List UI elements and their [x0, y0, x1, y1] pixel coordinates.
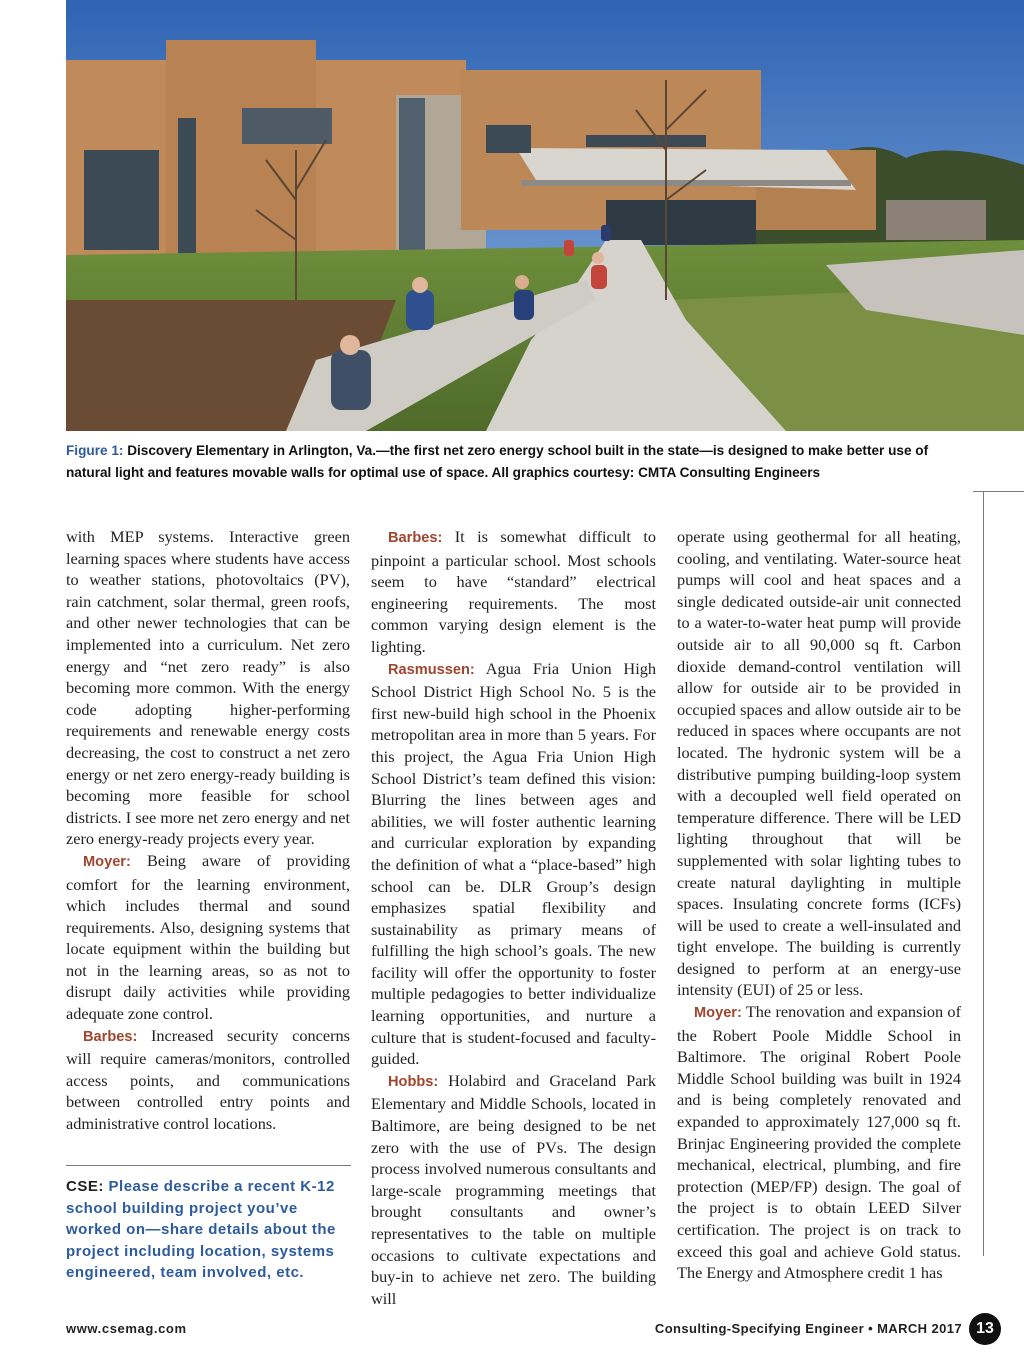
paragraph-text: It is somewhat difficult to pinpoint a particular school. Most schools seem to have “standard” electrical engineering requirements. The most common varying design element is the lighting. [371, 527, 656, 656]
question-text: Please describe a recent K-12 school building project you’ve worked on—share details about the project including location, systems engineered, team involved, etc. [66, 1178, 336, 1282]
page-number: 13 [969, 1313, 1001, 1345]
speaker-name: Moyer: [83, 853, 131, 870]
paragraph-text: Agua Fria Union High School District High School No. 5 is the first new-build high school in the Phoenix metropolitan area in more than 5 years. For this project, the Agua Fria Union High School District’s team defined this vision: Blurring the lines between ages and abilities, we will foster authentic learning and curricular exploration by expanding the definition of what a “place-based” high school can be. DLR Group’s design emphasizes spatial flexibility and sustainability as primary means of fulfilling the high school’s goals. The new facility will offer the opportunity to foster multiple pedagogies to better individualize learning opportunities, and nurture a culture that is student-focused and faculty-guided. [371, 658, 656, 1069]
speaker-name: Hobbs: [388, 1073, 439, 1090]
paragraph [371, 526, 656, 658]
school-photo [66, 0, 1024, 431]
interview-question [66, 1176, 356, 1284]
question-rule [66, 1165, 351, 1166]
question-prefix: CSE: [66, 1178, 104, 1195]
figure-caption-text: Discovery Elementary in Arlington, Va.—the first net zero energy school built in the state—is designed to make better use of natural light and features movable walls for optimal use of space. All graphics courtesy: CMTA Consulting Engineers [66, 443, 929, 480]
divider-rule [973, 491, 1024, 492]
paragraph-text: Holabird and Graceland Park Elementary and Middle Schools, located in Baltimore, are being designed to be net zero with the use of PVs. The design process involved numerous consultants and large-scale programming meetings that brought consultants and owner’s representatives to the table on multiple occasions to cultivate expectations and buy-in to achieve net zero. The building will [371, 1070, 656, 1308]
column-3 [677, 526, 961, 1284]
figure-caption [66, 440, 966, 484]
paragraph [677, 1001, 961, 1284]
speaker-name: Barbes: [388, 530, 443, 546]
school-building-image [66, 0, 1024, 431]
paragraph [371, 658, 656, 1070]
footer-publication: Consulting-Specifying Engineer • MARCH 2017 [654, 1321, 962, 1336]
paragraph [66, 850, 350, 1025]
paragraph: operate using geothermal for all heating, cooling, and ventilating. Water-source heat pumps will cool and heat spaces and a single dedicated outside-air unit connected to a water-to-water heat pump will provide outside air to all 90,000 sq ft. Carbon dioxide demand-control ventilation will allow for outside air to be provided in occupied spaces and allow outside air to be reduced in spaces where occupants are not located. The hydronic system will be a distributive pumping building-loop system with a decoupled well field operated on temperature difference. There will be LED lighting throughout that will be supplemented with solar lighting tubes to create natural daylighting in multiple spaces. Insulating concrete forms (ICFs) will be used to create a well-insulated and tight envelope. The building is currently designed to perform at an energy-use intensity (EUI) of 25 or less. [677, 527, 961, 1000]
column-1 [66, 526, 350, 1135]
paragraph-text: The renovation and expansion of the Robert Poole Middle School in Baltimore. The original Robert Poole Middle School building was built in 1924 and is being completely renovated and expanded to approximately 127,000 sq ft. Brinjac Engineering provided the complete mechanical, electrical, plumbing, and fire protection (MEP/FP) design. The goal of the project is to obtain LEED Silver certification. The project is on track to exceed this goal and achieve Gold status. The Energy and Atmosphere credit 1 has [677, 1002, 961, 1283]
footer-website: www.csemag.com [66, 1321, 187, 1336]
speaker-name: Rasmussen: [388, 661, 475, 678]
paragraph [66, 1025, 350, 1135]
paragraph-text: Being aware of providing comfort for the learning environment, which includes thermal and sound requirements. Also, designing systems that locate equipment within the building but not in the learning areas, so as not to disrupt daily activities while providing adequate zone control. [66, 850, 350, 1024]
column-divider [983, 492, 984, 1256]
speaker-name: Moyer: [694, 1005, 742, 1022]
speaker-name: Barbes: [83, 1028, 138, 1045]
column-2 [371, 526, 656, 1309]
paragraph-text: Increased security concerns will require cameras/monitors, controlled access points, and communications between controlled entry points and administrative control locations. [66, 1025, 351, 1134]
paragraph: with MEP systems. Interactive green learning spaces where students have access to weather stations, photovoltaics (PV), rain catchment, solar thermal, green roofs, and other newer technologies that can be implemented into a curriculum. Net zero energy and “net zero ready” is also becoming more common. With the energy code adopting higher-performing requirements and renewable energy costs decreasing, the cost to construct a net zero energy or net zero energy-ready building is becoming more feasible for school districts. I see more net zero energy and net zero energy-ready projects every year. [66, 527, 350, 849]
paragraph [371, 1070, 656, 1310]
figure-label: Figure 1: [66, 443, 124, 458]
